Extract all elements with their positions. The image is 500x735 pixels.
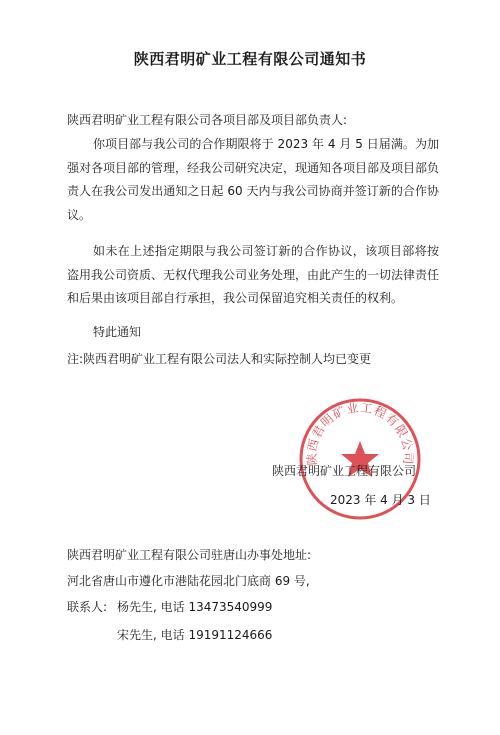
closing-text: 特此通知 (93, 325, 142, 339)
salutation: 陕西君明矿业工程有限公司各项目部及项目部负责人: (67, 113, 348, 127)
paragraph-1: 你项目部与我公司的合作期限将于 2023 年 4 月 5 日届满。为加强对各项目部的管理，经我公司研究决定，现通知各项目部及项目部负责人在我公司发出通知之日起 60 天内与我公司协商并签订新的合作协议。 (67, 137, 440, 222)
document-title: 陕西君明矿业工程有限公司通知书 (133, 50, 367, 68)
signature-date: 2023 年 4 月 3 日 (330, 493, 431, 507)
change-note: 注:陕西君明矿业工程有限公司法人和实际控制人均已变更 (67, 352, 372, 366)
contact-person-2: 宋先生, 电话 19191124666 (117, 628, 273, 642)
office-heading: 陕西君明矿业工程有限公司驻唐山办事处地址: (67, 548, 312, 562)
signature-company: 陕西君明矿业工程有限公司 (272, 464, 417, 478)
contacts-label: 联系人: (67, 600, 108, 614)
seal-text: 陕西君明矿业工程有限公司 (304, 400, 416, 466)
contact-person-1: 杨先生, 电话 13473540999 (117, 600, 273, 614)
paragraph-2: 如未在上述指定期限与我公司签订新的合作协议，该项目部将按盗用我公司资质、无权代理我公司业务处理，由此产生的一切法律责任和后果由该项目部自行承担，我公司保留追究相关责任的权利。 (67, 244, 440, 305)
office-address: 河北省唐山市遵化市港陆花园北门底商 69 号, (67, 574, 310, 588)
